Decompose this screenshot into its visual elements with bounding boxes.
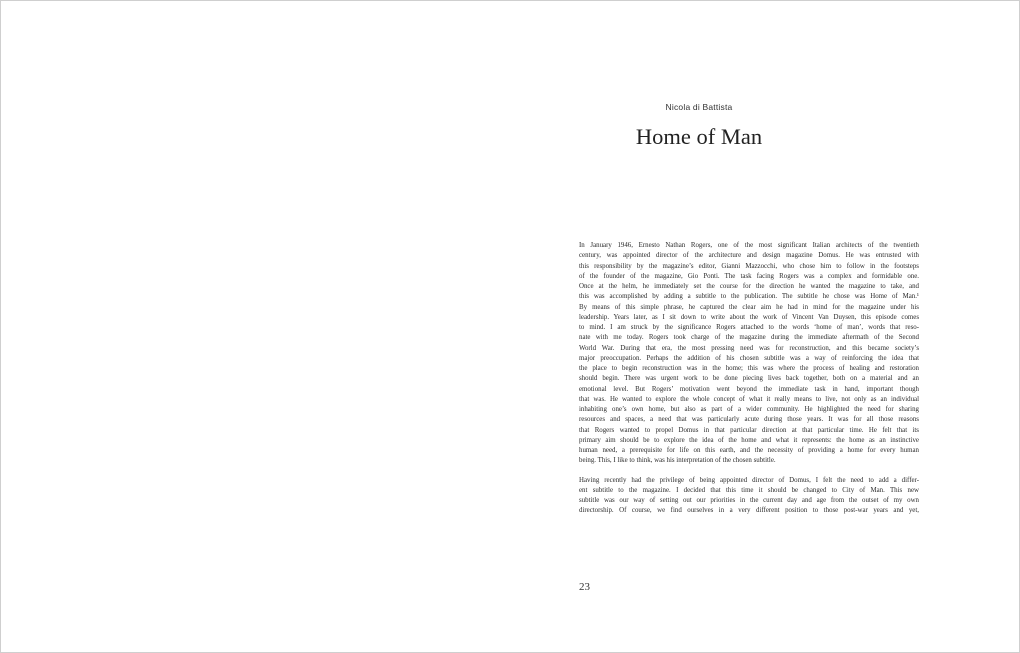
text-line: should begin. There was urgent work to be done piecing lives back together, both on a material and an	[579, 375, 919, 383]
text-line: World War. During that era, the most pressing need was for reconstruction, and this became society’s	[579, 344, 919, 352]
text-line: of the founder of the magazine, Gio Ponti. The task facing Rogers was a complex and formidable one.	[579, 272, 919, 280]
text-line: that Rogers wanted to propel Domus in that particular direction at that particular time. He felt that its	[579, 426, 919, 434]
body-text	[579, 241, 919, 517]
text-line: In January 1946, Ernesto Nathan Rogers, one of the most significant Italian architects of the twentieth	[579, 242, 919, 249]
text-line: primary aim should be to explore the idea of the home and what it represents: the home as an instinctive	[579, 436, 919, 444]
text-line: directorship. Of course, we find ourselves in a very different position to those post-war years and yet,	[579, 507, 919, 515]
paragraph-2	[579, 476, 919, 517]
text-line: being. This, I like to think, was his interpretation of the chosen subtitle.	[579, 457, 776, 465]
text-line: subtitle was our way of setting out our priorities in the current day and age from the outset of my own	[579, 497, 919, 504]
text-line: Once at the helm, he immediately set the course for the direction he wanted the magazine to take, and	[579, 283, 919, 290]
text-line: that was. He wanted to explore the whole concept of what it really means to live, not only as an individual	[579, 395, 919, 403]
text-line: Having recently had the privilege of being appointed director of Domus, I felt the need to add a differ-	[579, 476, 919, 484]
paragraph-1	[579, 241, 919, 467]
text-line: to mind. I am struck by the significance Rogers attached to the words ‘home of man’, words that reso-	[579, 324, 919, 331]
text-line: century, was appointed director of the architecture and design magazine Domus. He was entrusted with	[579, 252, 919, 260]
text-line: emotional level. But Rogers’ motivation went beyond the immediate task in hand, important though	[579, 385, 919, 393]
text-line: human need, a prerequisite for life on this earth, and the necessity of providing a home for every human	[579, 447, 919, 454]
text-line: the place to begin reconstruction was in the home; this was where the process of healing and restoration	[579, 365, 919, 372]
text-line: this responsibility by the magazine’s editor, Gianni Mazzocchi, who chose him to follow in the footsteps	[579, 262, 919, 270]
text-line: inhabiting one’s own home, but also as part of a wider community. He highlighted the need for sharing	[579, 406, 919, 413]
text-line: leadership. Years later, as I sit down to write about the work of Vincent Van Duysen, this episode comes	[579, 313, 919, 321]
text-line: major preoccupation. Perhaps the addition of his chosen subtitle was a way of reinforcing the idea that	[579, 354, 919, 362]
text-line: ent subtitle to the magazine. I decided that this time it should be changed to City of Man. This new	[579, 486, 919, 494]
text-line: resources and spaces, a need that was particularly acute during those years. It was for all those reasons	[579, 416, 919, 424]
chapter-title: Home of Man	[635, 124, 763, 149]
text-line: this was accomplished by adding a subtitle to the publication. The subtitle he chose was Home of Man.¹	[579, 293, 919, 301]
text-line: nate with me today. Rogers took charge of the magazine during the immediate aftermath of the Second	[579, 334, 919, 342]
text-line: By means of this simple phrase, he captured the clear aim he had in mind for the magazine under his	[579, 303, 919, 311]
author-name: Nicola di Battista	[665, 102, 733, 112]
page-number: 23	[579, 581, 590, 593]
